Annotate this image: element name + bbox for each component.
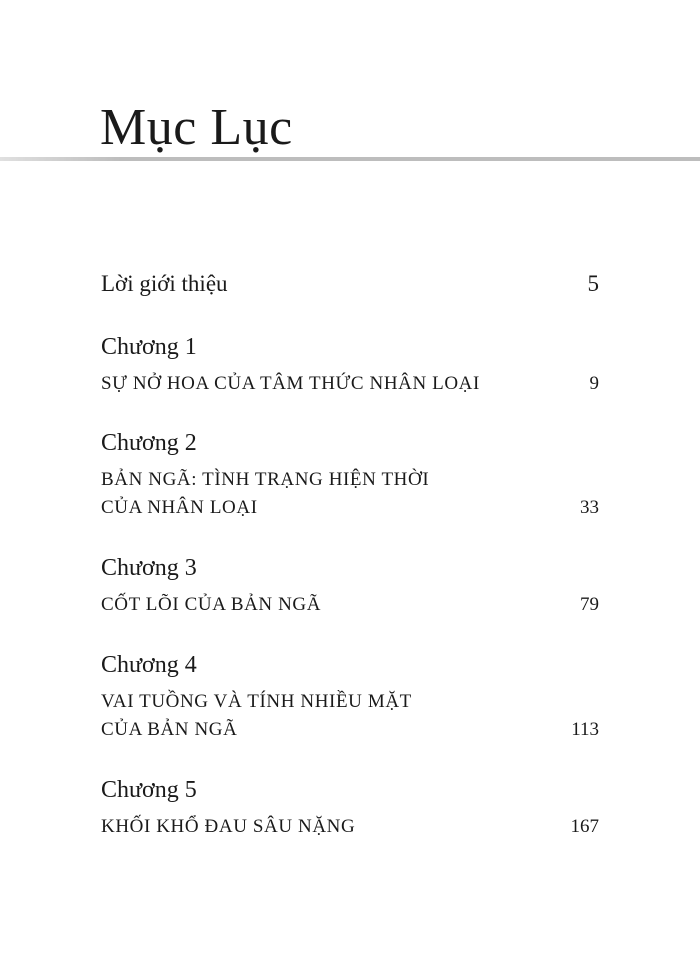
title-divider: [0, 157, 700, 161]
page-title: Mục Lục: [100, 99, 293, 156]
chapter-title-line: VAI TUỒNG VÀ TÍNH NHIỀU MẶT: [101, 691, 412, 712]
chapter-title: KHỐI KHỔ ĐAU SÂU NẶNG: [101, 816, 356, 837]
chapter-title-line: CỦA NHÂN LOẠI: [101, 497, 258, 518]
toc-entry-chapter-4[interactable]: [101, 650, 599, 744]
chapter-title: CỐT LÕI CỦA BẢN NGÃ: [101, 594, 322, 615]
toc-entry-chapter-2[interactable]: [101, 428, 599, 522]
chapter-label: Chương 5: [101, 777, 197, 803]
chapter-page-number: 113: [571, 719, 599, 740]
chapter-label: Chương 2: [101, 430, 197, 456]
toc-entry-chapter-3[interactable]: [101, 553, 599, 619]
toc-intro-page: 5: [587, 271, 599, 296]
toc-entry-chapter-1[interactable]: [101, 332, 599, 398]
chapter-label: Chương 1: [101, 334, 197, 360]
chapter-title-line: CỦA BẢN NGÃ: [101, 719, 238, 740]
toc-entry-chapter-5[interactable]: [101, 775, 599, 841]
chapter-title: SỰ NỞ HOA CỦA TÂM THỨC NHÂN LOẠI: [101, 373, 480, 394]
chapter-title-line: BẢN NGÃ: TÌNH TRẠNG HIỆN THỜI: [101, 469, 430, 490]
chapter-label: Chương 4: [101, 652, 197, 678]
chapter-page-number: 33: [580, 497, 599, 518]
chapter-page-number: 167: [570, 816, 599, 837]
chapter-page-number: 9: [589, 373, 599, 394]
toc-intro-label: Lời giới thiệu: [101, 271, 228, 296]
toc-entry-intro[interactable]: [101, 270, 599, 298]
chapter-label: Chương 3: [101, 555, 197, 581]
chapter-page-number: 79: [580, 594, 599, 615]
